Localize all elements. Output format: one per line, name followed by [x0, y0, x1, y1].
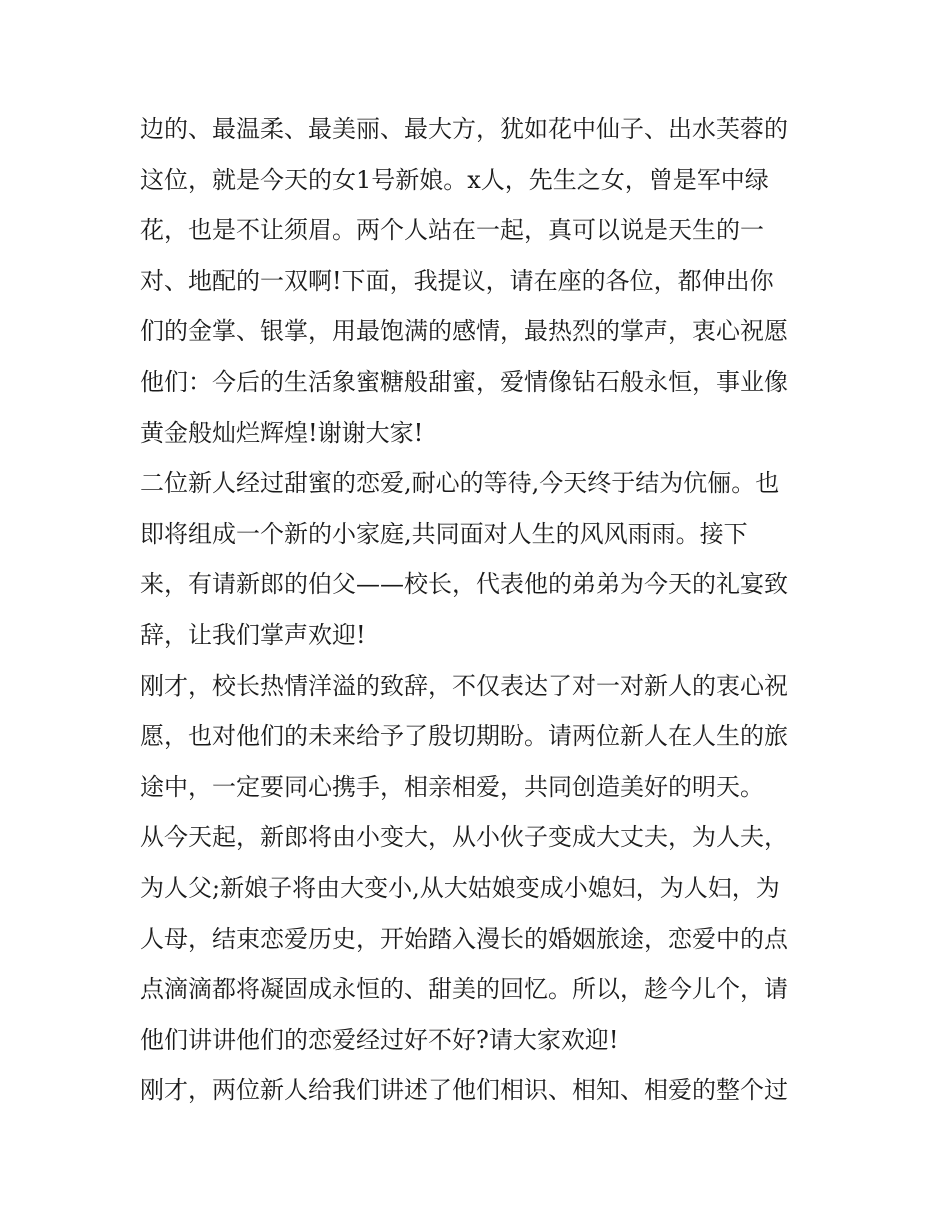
- text-line: 对、地配的一双啊!下面，我提议，请在座的各位，都伸出你: [140, 266, 774, 295]
- text-line: 为人父;新娘子将由大变小,从大姑娘变成小媳妇，为人妇，为: [140, 873, 780, 902]
- text-line: 边的、最温柔、最美丽、最大方，犹如花中仙子、出水芙蓉的: [140, 115, 788, 143]
- text-line: 刚才，校长热情洋溢的致辞，不仅表达了对一对新人的衷心祝: [140, 671, 788, 700]
- text-line: 即将组成一个新的小家庭,共同面对人生的风风雨雨。接下: [140, 519, 748, 548]
- text-line: 黄金般灿烂辉煌!谢谢大家!: [140, 418, 424, 447]
- text-line: 这位，就是今天的女1号新娘。x人，先生之女，曾是军中绿: [140, 165, 769, 194]
- text-line: 刚才，两位新人给我们讲述了他们相识、相知、相爱的整个过: [140, 1076, 788, 1105]
- text-line: 从今天起，新郎将由小变大，从小伙子变成大丈夫，为人夫，: [140, 823, 788, 852]
- text-line: 途中，一定要同心携手，相亲相爱，共同创造美好的明天。: [140, 772, 764, 801]
- text-line: 人母，结束恋爱历史，开始踏入漫长的婚姻旅途，恋爱中的点: [140, 924, 788, 953]
- text-line: 他们讲讲他们的恋爱经过好不好?请大家欢迎!: [140, 1025, 619, 1054]
- text-line: 来，有请新郎的伯父——校长，代表他的弟弟为今天的礼宴致: [140, 570, 788, 599]
- document-body-text: [140, 104, 820, 1116]
- text-line: 点滴滴都将凝固成永恒的、甜美的回忆。所以，趁今儿个，请: [140, 975, 788, 1004]
- text-line: 二位新人经过甜蜜的恋爱,耐心的等待,今天终于结为伉俪。也: [140, 469, 780, 498]
- text-line: 辞，让我们掌声欢迎!: [140, 620, 366, 649]
- text-line: 们的金掌、银掌，用最饱满的感情，最热烈的掌声，衷心祝愿: [140, 317, 788, 346]
- text-line: 花，也是不让须眉。两个人站在一起，真可以说是天生的一: [140, 216, 764, 245]
- text-line: 他们：今后的生活象蜜糖般甜蜜，爱情像钻石般永恒，事业像: [140, 367, 788, 396]
- text-line: 愿，也对他们的未来给予了殷切期盼。请两位新人在人生的旅: [140, 722, 788, 751]
